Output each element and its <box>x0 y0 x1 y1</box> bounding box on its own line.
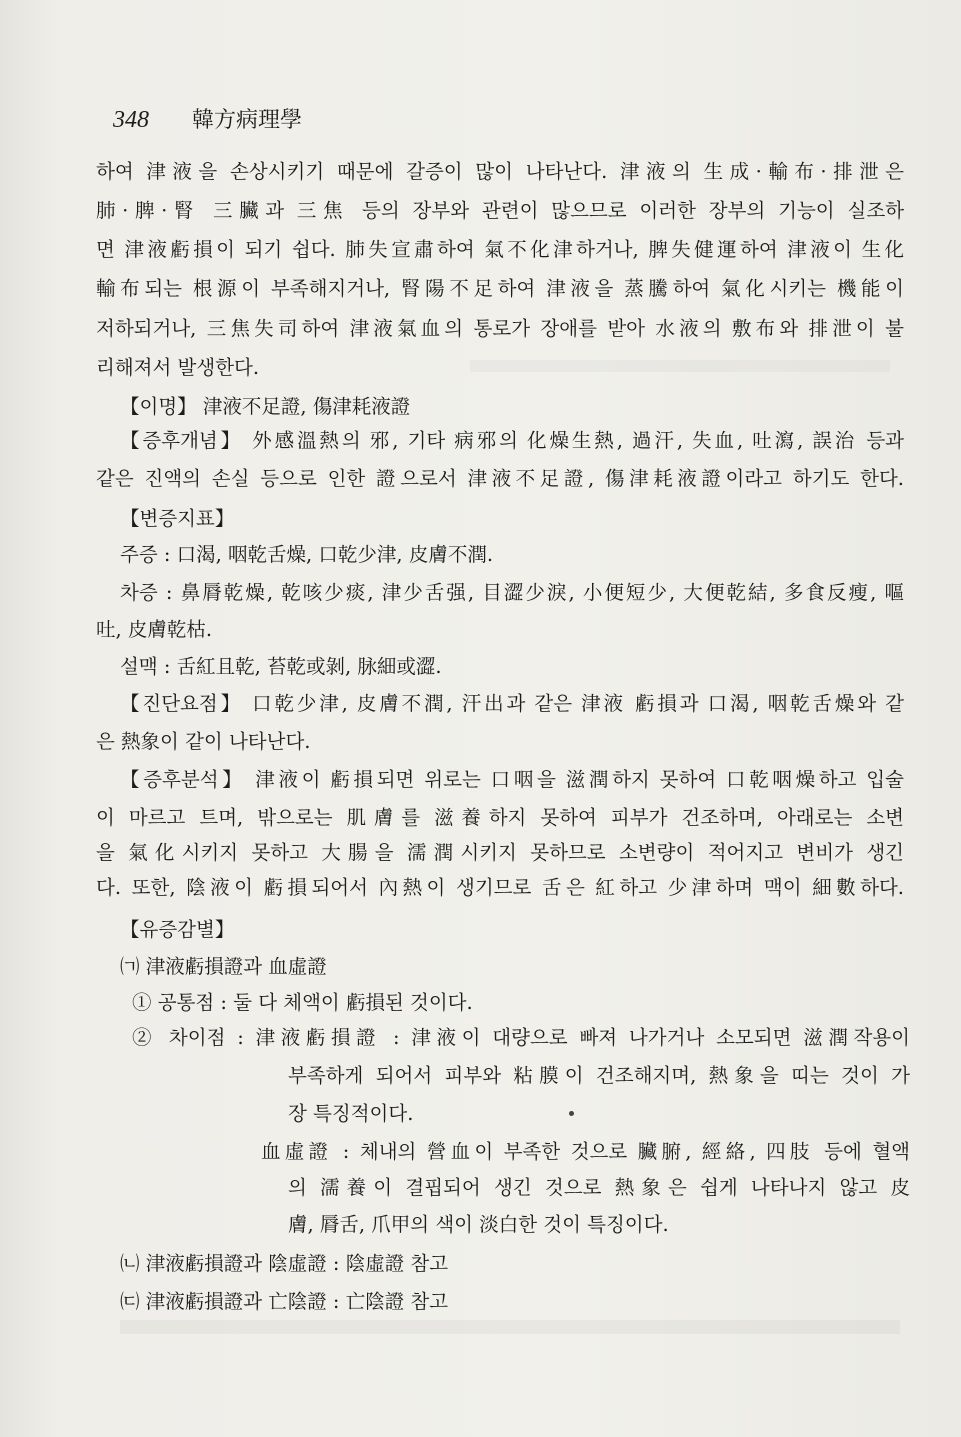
differential-blood: 의 濡養이 결핍되어 생긴 것으로 熱象은 쉽게 나타나지 않고 皮 <box>288 1176 910 1199</box>
bleed-through-shadow <box>120 1320 900 1334</box>
main-symptoms: 주증 : 口渴, 咽乾舌燥, 口乾少津, 皮膚不潤. <box>120 543 494 566</box>
concept-line <box>120 427 904 455</box>
differential-blood: 血虛證 : 체내의 營血이 부족한 것으로 臟腑, 經絡, 四肢 등에 혈액 <box>261 1140 910 1163</box>
paragraph-line: 肺·脾·腎 三臟과 三焦 등의 장부와 관련이 많으므로 이러한 장부의 기능이 실조하 <box>96 199 904 222</box>
analysis-line <box>120 766 904 794</box>
analysis-text: 津液이 虧損되면 위로는 口咽을 滋潤하지 못하여 口乾咽燥하고 입술 <box>255 768 904 791</box>
analysis-line: 을 氣化시키지 못하고 大腸을 濡潤시키지 못하므로 소변량이 적어지고 변비가 생긴 <box>96 841 904 864</box>
alias-section <box>120 393 410 421</box>
analysis-label: 【증후분석】 <box>120 768 246 791</box>
book-title: 韓方病理學 <box>192 108 303 133</box>
stray-mark <box>569 1111 574 1116</box>
paragraph-line: 리해져서 발생한다. <box>96 356 260 379</box>
diagnosis-line: 은 熱象이 같이 나타난다. <box>96 730 311 753</box>
sub-symptoms: 차증 : 鼻脣乾燥, 乾咳少痰, 津少舌强, 目澀少淚, 小便短少, 大便乾結, 多食反瘦, 嘔 <box>120 581 904 604</box>
paragraph-line: 하여 津液을 손상시키기 때문에 갈증이 많이 나타난다. 津液의 生成·輸布·排泄은 <box>96 160 904 183</box>
alias-text: 津液不足證, 傷津耗液證 <box>202 395 411 418</box>
concept-label: 【증후개념】 <box>120 429 244 452</box>
paragraph-line: 면 津液虧損이 되기 쉽다. 肺失宣肅하여 氣不化津하거나, 脾失健運하여 津液이 生化 <box>96 238 904 261</box>
page-number: 348 <box>113 107 149 133</box>
diagnosis-text: 口乾少津, 皮膚不潤, 汗出과 같은 津液 虧損과 口渴, 咽乾舌燥와 같 <box>252 692 904 715</box>
differential-item: ㈁ 津液虧損證과 陰虛證 : 陰虛證 참고 <box>120 1252 449 1275</box>
diagnosis-line <box>120 690 904 718</box>
analysis-line: 이 마르고 트며, 밖으로는 肌膚를 滋養하지 못하여 피부가 건조하며, 아래로는 소변 <box>96 806 904 829</box>
page-header <box>113 103 302 134</box>
sub-symptoms-cont: 吐, 皮膚乾枯. <box>96 618 213 641</box>
differential-diff: ② 차이점 : 津液虧損證 : 津液이 대량으로 빠져 나가거나 소모되면 滋潤작용이 <box>132 1026 910 1049</box>
differential-item: ㈂ 津液虧損證과 亡陰證 : 亡陰證 참고 <box>120 1290 449 1313</box>
differential-item: ㈀ 津液虧損證과 血虛證 <box>120 955 327 978</box>
analysis-line: 다. 또한, 陰液이 虧損되어서 內熱이 생기므로 舌은 紅하고 少津하며 맥이 細數하다. <box>96 876 904 899</box>
bleed-through-shadow <box>470 360 890 372</box>
tongue-pulse: 설맥 : 舌紅且乾, 苔乾或剝, 脉細或澀. <box>120 655 442 678</box>
concept-text: 外感溫熱의 邪, 기타 病邪의 化燥生熱, 過汗, 失血, 吐瀉, 誤治 등과 <box>252 429 904 452</box>
concept-line: 같은 진액의 손실 등으로 인한 證으로서 津液不足證, 傷津耗液證이라고 하기도 한다. <box>96 467 904 490</box>
diagnosis-label: 【진단요점】 <box>120 692 243 715</box>
differential-diff: 부족하게 되어서 피부와 粘膜이 건조해지며, 熱象을 띠는 것이 가 <box>288 1064 910 1087</box>
paragraph-line: 輸布되는 根源이 부족해지거나, 腎陽不足하여 津液을 蒸騰하여 氣化시키는 機能이 <box>96 277 904 300</box>
differential-diff: 장 특징적이다. <box>288 1102 414 1125</box>
paragraph-line: 저하되거나, 三焦失司하여 津液氣血의 통로가 장애를 받아 水液의 敷布와 排泄이 불 <box>96 317 904 340</box>
alias-label: 【이명】 <box>120 395 197 418</box>
differential-blood: 膚, 脣舌, 爪甲의 색이 淡白한 것이 특징이다. <box>288 1213 669 1236</box>
index-label: 【변증지표】 <box>120 507 235 530</box>
differential-label: 【유증감별】 <box>120 918 235 941</box>
differential-common: ① 공통점 : 둘 다 체액이 虧損된 것이다. <box>132 991 473 1014</box>
